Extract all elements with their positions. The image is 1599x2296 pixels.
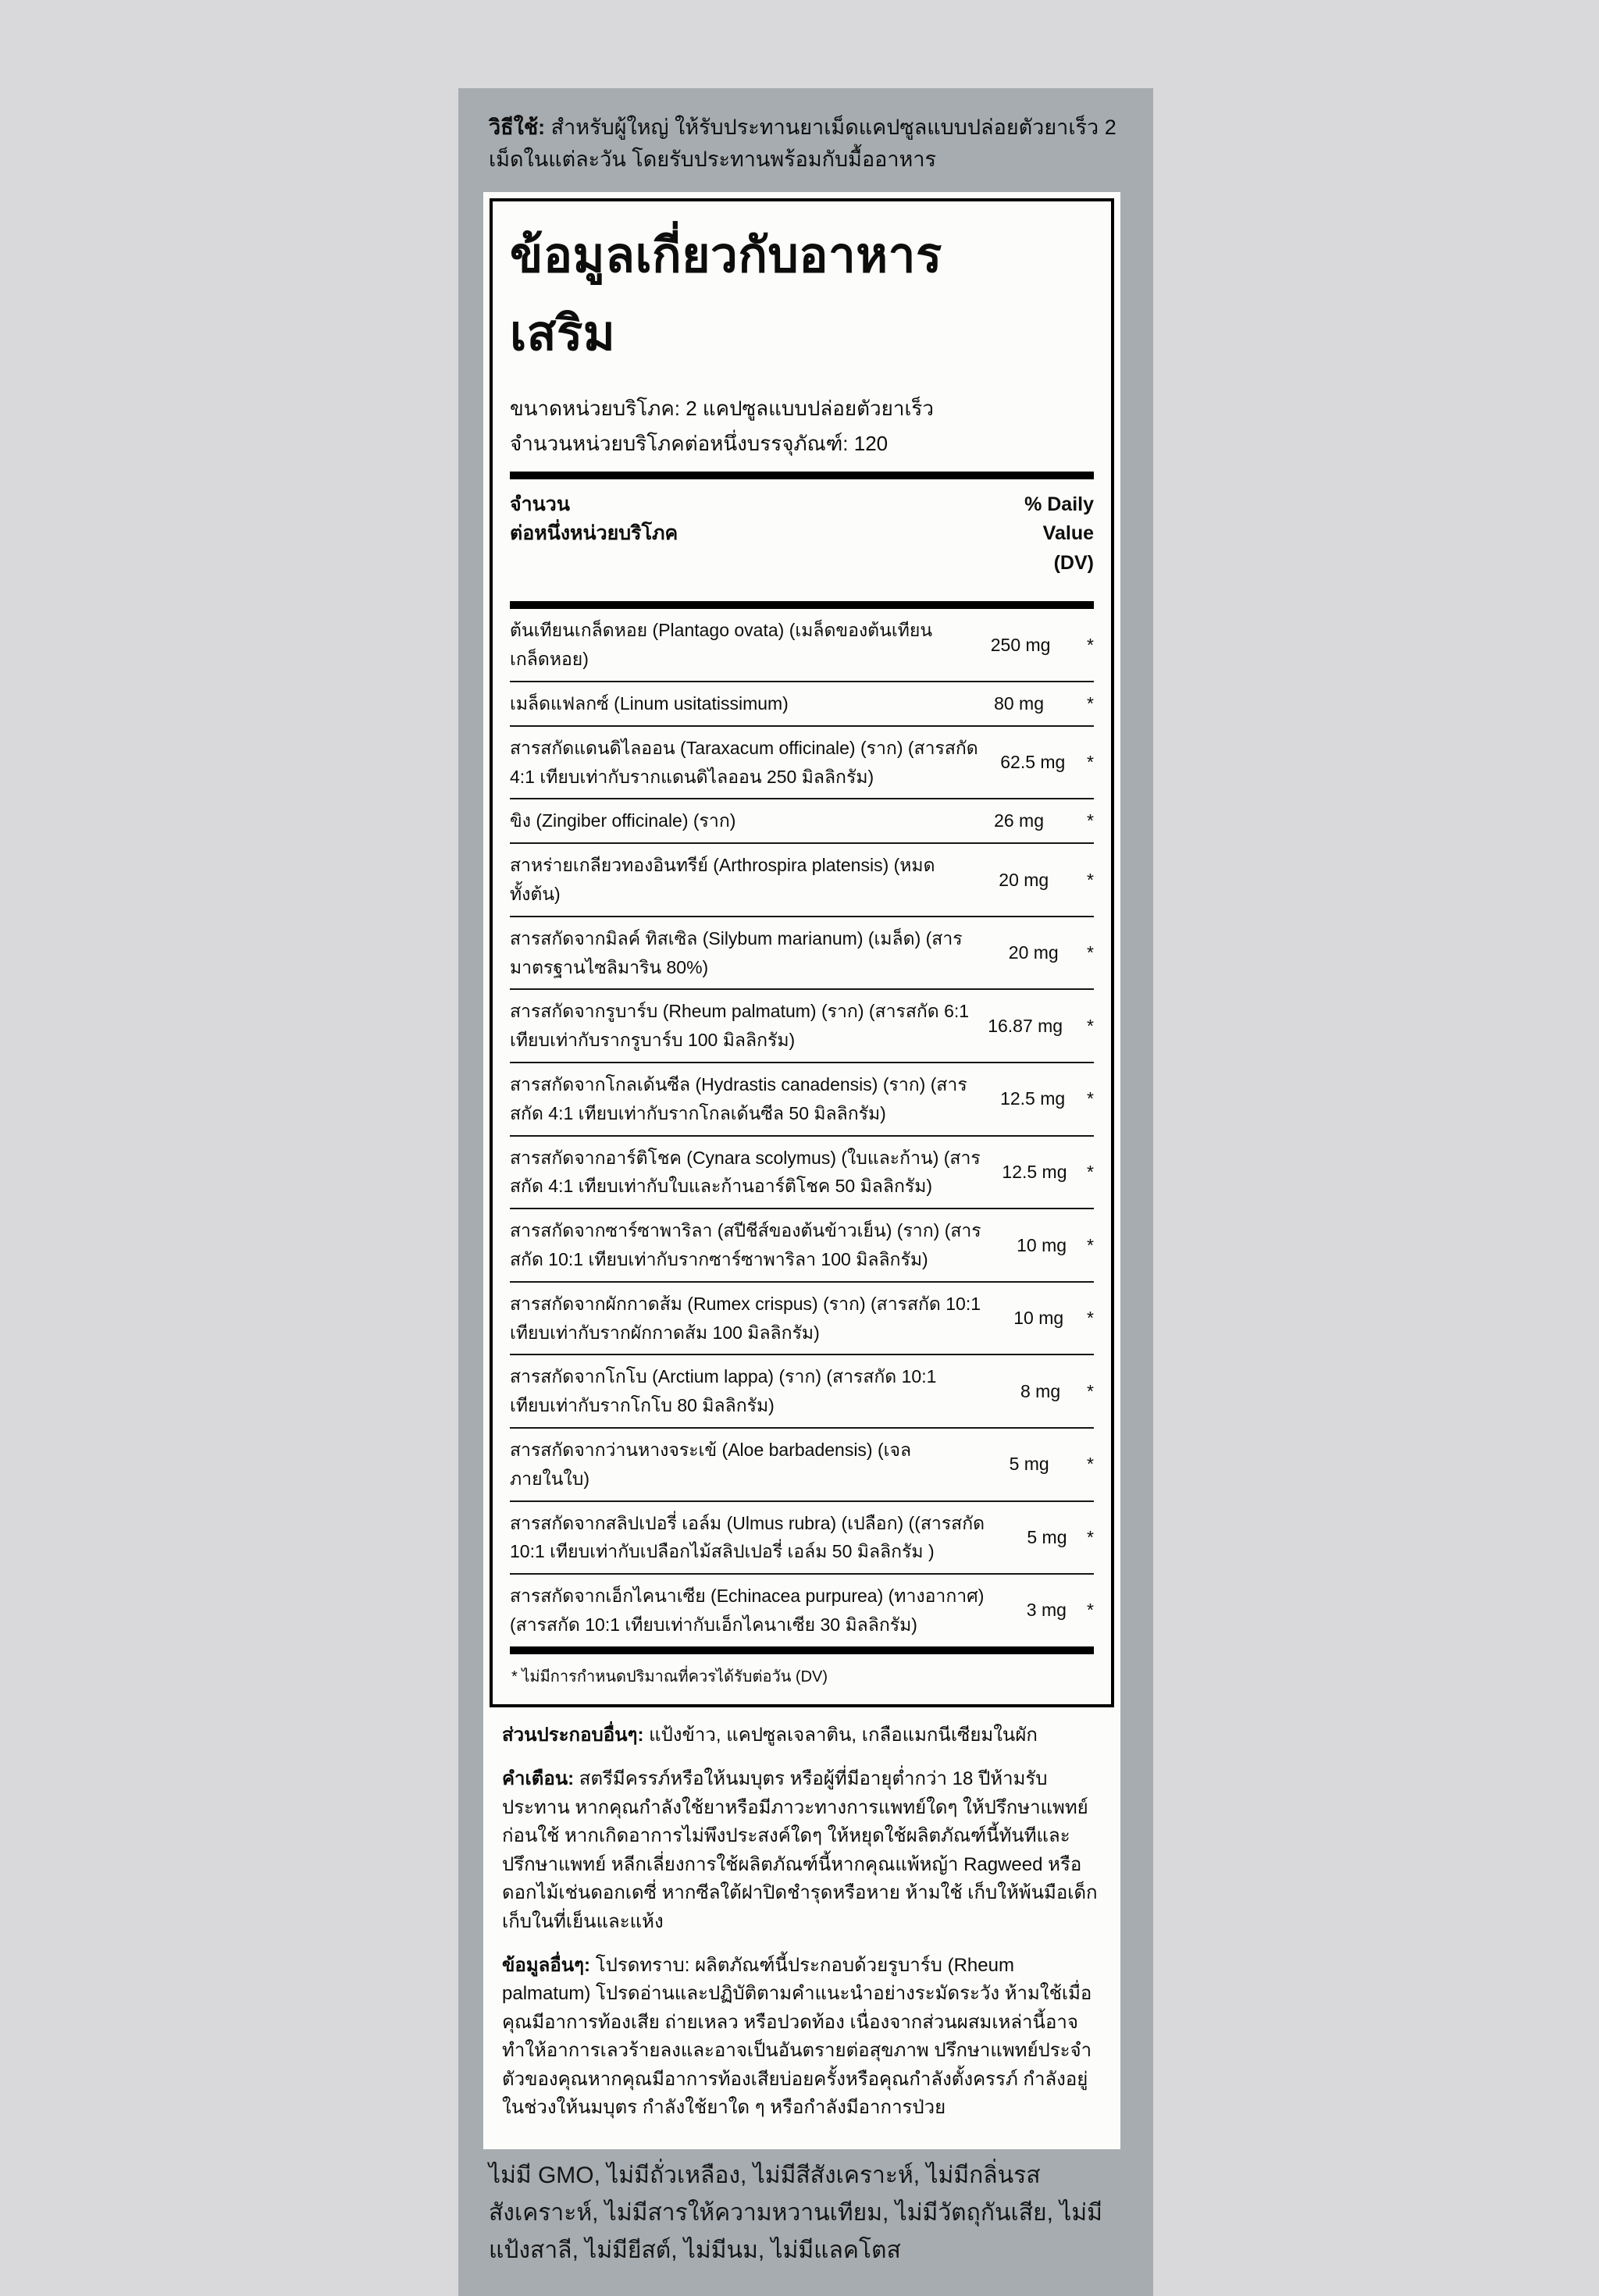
ingredient-row (510, 1135, 1094, 1209)
ingredient-amount: 80 mg (994, 692, 1044, 714)
ingredient-row (510, 916, 1094, 989)
ingredient-name: สารสกัดจากซาร์ซาพาริลา (สปีชีส์ของต้นข้าวเย็น) (ราก) (สารสกัด 10:1 เทียบเท่ากับรากซาร์ซาพาริลา 100 มิลลิกรัม) (510, 1220, 981, 1269)
other-ingredients (502, 1721, 1102, 1750)
ingredient-row (510, 798, 1094, 842)
ingredient-dv: * (1087, 1526, 1094, 1547)
ingredient-row (510, 988, 1094, 1062)
ingredient-name: สารสกัดจากโกโบ (Arctium lappa) (ราก) (สารสกัด 10:1 เทียบเท่ากับรากโกโบ 80 มิลลิกรัม) (510, 1366, 937, 1416)
ingredient-name: ต้นเทียนเกล็ดหอย (Plantago ovata) (เมล็ดของต้นเทียนเกล็ดหอย) (510, 620, 933, 670)
ingredient-row (510, 1573, 1094, 1646)
ingredient-rows (510, 609, 1094, 1646)
daily-value-header (1024, 490, 1094, 578)
info-paragraphs (490, 1707, 1114, 2146)
ingredient-amount: 62.5 mg (1000, 752, 1066, 773)
ingredient-row (510, 1354, 1094, 1427)
other-ingredients-text: แป้งข้าว, แคปซูลเจลาติน, เกลือแมกนีเซียมในผัก (643, 1724, 1038, 1746)
ingredient-amount: 10 mg (1017, 1234, 1067, 1255)
serving-info (510, 391, 1094, 462)
ingredient-row (510, 725, 1094, 799)
ingredient-amount: 16.87 mg (988, 1015, 1063, 1036)
dv-header-line-2: Value (1042, 522, 1094, 545)
ingredient-amount: 5 mg (1027, 1526, 1067, 1547)
ingredient-dv: * (1087, 1380, 1094, 1401)
ingredient-name: สารสกัดจากมิลค์ ทิสเซิล (Silybum marianum) (เมล็ด) (สารมาตรฐานไซลิมาริน 80%) (510, 927, 963, 977)
serving-size: ขนาดหน่วยบริโภค: 2 แคปซูลแบบปล่อยตัวยาเร็ว (510, 396, 934, 420)
other-ingredients-label: ส่วนประกอบอื่นๆ: (502, 1724, 644, 1746)
ingredient-amount: 3 mg (1026, 1600, 1067, 1621)
ingredient-dv: * (1087, 752, 1094, 773)
thick-divider-bottom (510, 1646, 1094, 1654)
facts-title (510, 217, 1094, 374)
ingredient-row (510, 609, 1094, 681)
amount-header-line-2: ต่อหนึ่งหน่วยบริโภค (510, 522, 678, 545)
ingredient-dv: * (1087, 1308, 1094, 1329)
ingredient-row (510, 1281, 1094, 1354)
ingredient-dv: * (1087, 1454, 1094, 1475)
ingredient-dv: * (1087, 1088, 1094, 1109)
supplement-facts-panel (490, 198, 1114, 1707)
ingredient-name: สารสกัดจากเอ็กไคนาเซีย (Echinacea purpurea) (ทางอากาศ) (สารสกัด 10:1 เทียบเท่ากับเอ็กไคนาเซีย 30 มิลลิกรัม) (510, 1586, 985, 1635)
warning-label: คำเตือน: (502, 1768, 575, 1790)
ingredient-name: สารสกัดจากโกลเด้นซีล (Hydrastis canadensis) (ราก) (สารสกัด 4:1 เทียบเท่ากับรากโกลเด้นซีล 50 มิลลิกรัม) (510, 1073, 967, 1123)
ingredient-row (510, 1427, 1094, 1500)
ingredient-dv: * (1087, 634, 1094, 655)
ingredient-amount: 10 mg (1013, 1308, 1064, 1329)
facts-title-line-1: ข้อมูลเกี่ยวกับอาหาร (510, 229, 942, 283)
ingredient-name: สารสกัดจากสลิปเปอรี่ เอล์ม (Ulmus rubra) (เปลือก) ((สารสกัด 10:1 เทียบเท่ากับเปลือกไม้สลิปเปอรี่ เอล์ม 50 มิลลิกรัม ) (510, 1512, 985, 1562)
directions-body: สำหรับผู้ใหญ่ ให้รับประทานยาเม็ดแคปซูลแบบปล่อยตัวยาเร็ว 2 เม็ดในแต่ละวัน โดยรับประทานพร้อมกับมื้ออาหาร (489, 116, 1116, 171)
dv-header-line-3: (DV) (1053, 551, 1094, 574)
other-info (502, 1952, 1102, 2123)
ingredient-name: ขิง (Zingiber officinale) (ราก) (510, 810, 736, 831)
ingredient-dv: * (1087, 942, 1094, 963)
ingredient-name: สาหร่ายเกลียวทองอินทรีย์ (Arthrospira platensis) (หมดทั้งต้น) (510, 855, 935, 904)
ingredient-dv: * (1087, 810, 1094, 831)
other-info-text: โปรดทราบ: ผลิตภัณฑ์นี้ประกอบด้วยรูบาร์บ (Rheum palmatum) โปรดอ่านและปฏิบัติตามคำแนะนำอย่างระมัดระวัง ห้ามใช้เมื่อคุณมีอาการท้องเสีย ถ่ายเหลว หรือปวดท้อง เนื่องจากส่วนผสมเหล่านี้อาจทำให้อาการเลวร้ายลงและอาจเป็นอันตรายต่อสุขภาพ ปรึกษาแพทย์ประจำตัวของคุณหากคุณมีอาการท้องเสียบ่อยครั้งหรือคุณกำลังตั้งครรภ์ กำลังอยู่ในช่วงให้นมบุตร กำลังใช้ยาใด ๆ หรือกำลังมีอาการป่วย (502, 1954, 1092, 2119)
ingredient-amount: 26 mg (994, 810, 1044, 831)
ingredient-amount: 5 mg (1009, 1454, 1049, 1475)
warning (502, 1765, 1102, 1936)
ingredient-dv: * (1087, 1234, 1094, 1255)
thick-divider-top (510, 472, 1094, 479)
ingredient-amount: 250 mg (990, 634, 1051, 655)
other-info-label: ข้อมูลอื่นๆ: (502, 1954, 591, 1976)
ingredient-name: สารสกัดแดนดิไลออน (Taraxacum officinale) (ราก) (สารสกัด 4:1 เทียบเท่ากับรากแดนดิไลออน 250 มิลลิกรัม) (510, 737, 978, 787)
label-sheet (483, 192, 1120, 2149)
ingredient-dv: * (1087, 869, 1094, 890)
label-panel (458, 88, 1153, 2296)
ingredient-name: สารสกัดจากว่านหางจระเข้ (Aloe barbadensis) (เจลภายในใบ) (510, 1439, 912, 1489)
ingredient-name: สารสกัดจากอาร์ติโชค (Cynara scolymus) (ใบและก้าน) (สารสกัด 4:1 เทียบเท่ากับใบและก้านอาร์ติโชค 50 มิลลิกรัม) (510, 1147, 981, 1197)
no-gmo-tagline: ไม่มี GMO, ไม่มีถั่วเหลือง, ไม่มีสีสังเคราะห์, ไม่มีกลิ่นรสสังเคราะห์, ไม่มีสารให้ความหวานเทียม, ไม่มีวัตถุกันเสีย, ไม่มีแป้งสาลี, ไม่มียีสต์, ไม่มีนม, ไม่มีแลคโตส (489, 2162, 1102, 2263)
ingredient-row (510, 842, 1094, 916)
ingredient-row (510, 1208, 1094, 1281)
dv-footnote: * ไม่มีการกำหนดปริมาณที่ควรได้รับต่อวัน (DV) (511, 1668, 828, 1686)
ingredient-dv: * (1087, 1015, 1094, 1036)
ingredient-row (510, 681, 1094, 725)
ingredient-dv: * (1087, 692, 1094, 714)
ingredient-dv: * (1087, 1600, 1094, 1621)
amount-header-line-1: จำนวน (510, 493, 570, 515)
directions-label: วิธีใช้: (489, 116, 546, 139)
ingredient-amount: 8 mg (1020, 1380, 1061, 1401)
thick-divider-header (510, 601, 1094, 609)
ingredient-name: สารสกัดจากรูบาร์บ (Rheum palmatum) (ราก) (สารสกัด 6:1 เทียบเท่ากับรากรูบาร์บ 100 มิลลิกรัม) (510, 1001, 970, 1051)
ingredient-row (510, 1062, 1094, 1135)
facts-title-line-2: เสริม (510, 307, 616, 361)
directions-text (489, 112, 1119, 175)
ingredient-amount: 20 mg (1008, 942, 1059, 963)
servings-per-container: จำนวนหน่วยบริโภคต่อหนึ่งบรรจุภัณฑ์: 120 (510, 432, 889, 456)
warning-text: สตรีมีครรภ์หรือให้นมบุตร หรือผู้ที่มีอายุต่ำกว่า 18 ปีห้ามรับประทาน หากคุณกำลังใช้ยาหรือมีภาวะทางการแพทย์ใดๆ ให้ปรึกษาแพทย์ก่อนใช้ หากเกิดอาการไม่พึงประสงค์ใดๆ ให้หยุดใช้ผลิตภัณฑ์นี้ทันทีและปรึกษาแพทย์ หลีกเลี่ยงการใช้ผลิตภัณฑ์นี้หากคุณแพ้หญ้า Ragweed หรือดอกไม้เช่นดอกเดซี่ หากซีลใต้ฝาปิดชำรุดหรือหาย ห้ามใช้ เก็บให้พ้นมือเด็ก เก็บในที่เย็นและแห้ง (502, 1768, 1098, 1932)
ingredient-amount: 12.5 mg (1000, 1088, 1066, 1109)
ingredient-dv: * (1087, 1161, 1094, 1182)
amount-per-serving-header (510, 490, 678, 549)
ingredient-name: สารสกัดจากผักกาดส้ม (Rumex crispus) (ราก) (สารสกัด 10:1 เทียบเท่ากับรากผักกาดส้ม 100 มิลลิกรัม) (510, 1293, 981, 1343)
ingredient-row (510, 1500, 1094, 1574)
ingredient-amount: 20 mg (999, 869, 1049, 890)
ingredient-name: เมล็ดแฟลกซ์ (Linum usitatissimum) (510, 692, 789, 714)
table-header-row (510, 479, 1094, 602)
dv-header-line-1: % Daily (1024, 493, 1094, 515)
ingredient-amount: 12.5 mg (1002, 1161, 1067, 1182)
